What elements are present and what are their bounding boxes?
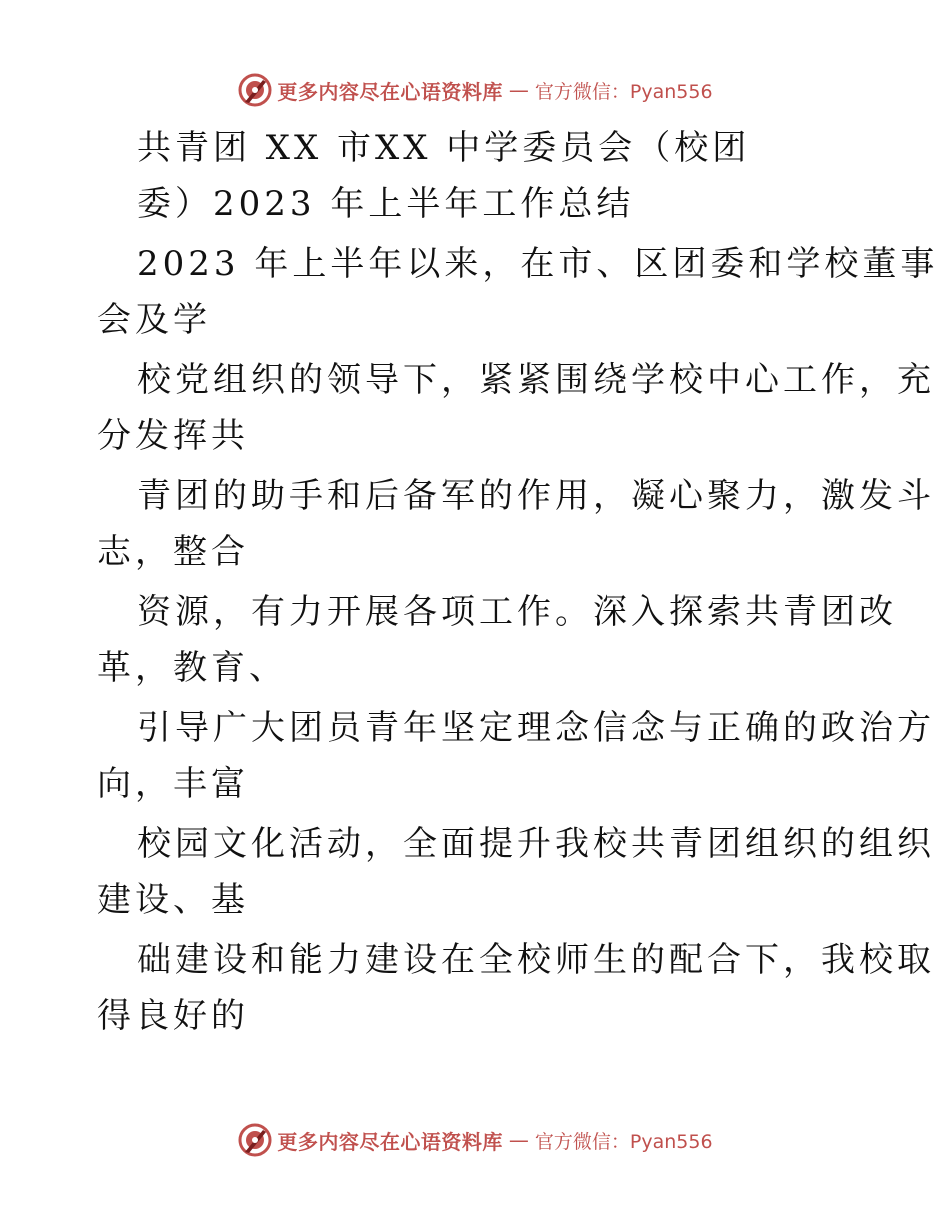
document-title-line-1: 共青团 XX 市XX 中学委员会（校团 <box>137 128 751 168</box>
watermark-separator: — <box>508 78 529 102</box>
paragraph-line: 得良好的 <box>97 996 249 1036</box>
document-title-line-2: 委）2023 年上半年工作总结 <box>137 184 635 224</box>
footer-watermark <box>0 1120 950 1160</box>
watermark-brand-text: 更多内容尽在心语资料库 <box>277 1129 503 1154</box>
quill-circle-icon <box>237 72 273 108</box>
paragraph-line: 2023 年上半年以来，在市、区团委和学校董事 <box>137 244 939 284</box>
watermark-group <box>237 1122 712 1158</box>
quill-circle-icon <box>237 1122 273 1158</box>
watermark-brand-text: 更多内容尽在心语资料库 <box>277 79 503 104</box>
watermark-contact-text: 官方微信：Pyan556 <box>534 1130 713 1153</box>
paragraph-line: 志，整合 <box>97 532 249 572</box>
paragraph-line: 建设、基 <box>97 880 249 920</box>
paragraph-line: 会及学 <box>97 300 211 340</box>
paragraph-line: 革，教育、 <box>97 648 287 688</box>
paragraph-line: 校园文化活动，全面提升我校共青团组织的组织 <box>137 824 935 864</box>
paragraph-line: 校党组织的领导下，紧紧围绕学校中心工作，充 <box>137 360 935 400</box>
paragraph-line: 向，丰富 <box>97 764 249 804</box>
paragraph-line: 资源，有力开展各项工作。深入探索共青团改 <box>137 592 897 632</box>
header-watermark <box>0 70 950 110</box>
paragraph-line: 分发挥共 <box>97 416 249 456</box>
watermark-separator: — <box>508 1128 529 1152</box>
watermark-contact-text: 官方微信：Pyan556 <box>534 80 713 103</box>
watermark-group <box>237 72 712 108</box>
paragraph-line: 础建设和能力建设在全校师生的配合下，我校取 <box>137 940 935 980</box>
paragraph-line: 引导广大团员青年坚定理念信念与正确的政治方 <box>137 708 935 748</box>
paragraph-line: 青团的助手和后备军的作用，凝心聚力，激发斗 <box>137 476 935 516</box>
